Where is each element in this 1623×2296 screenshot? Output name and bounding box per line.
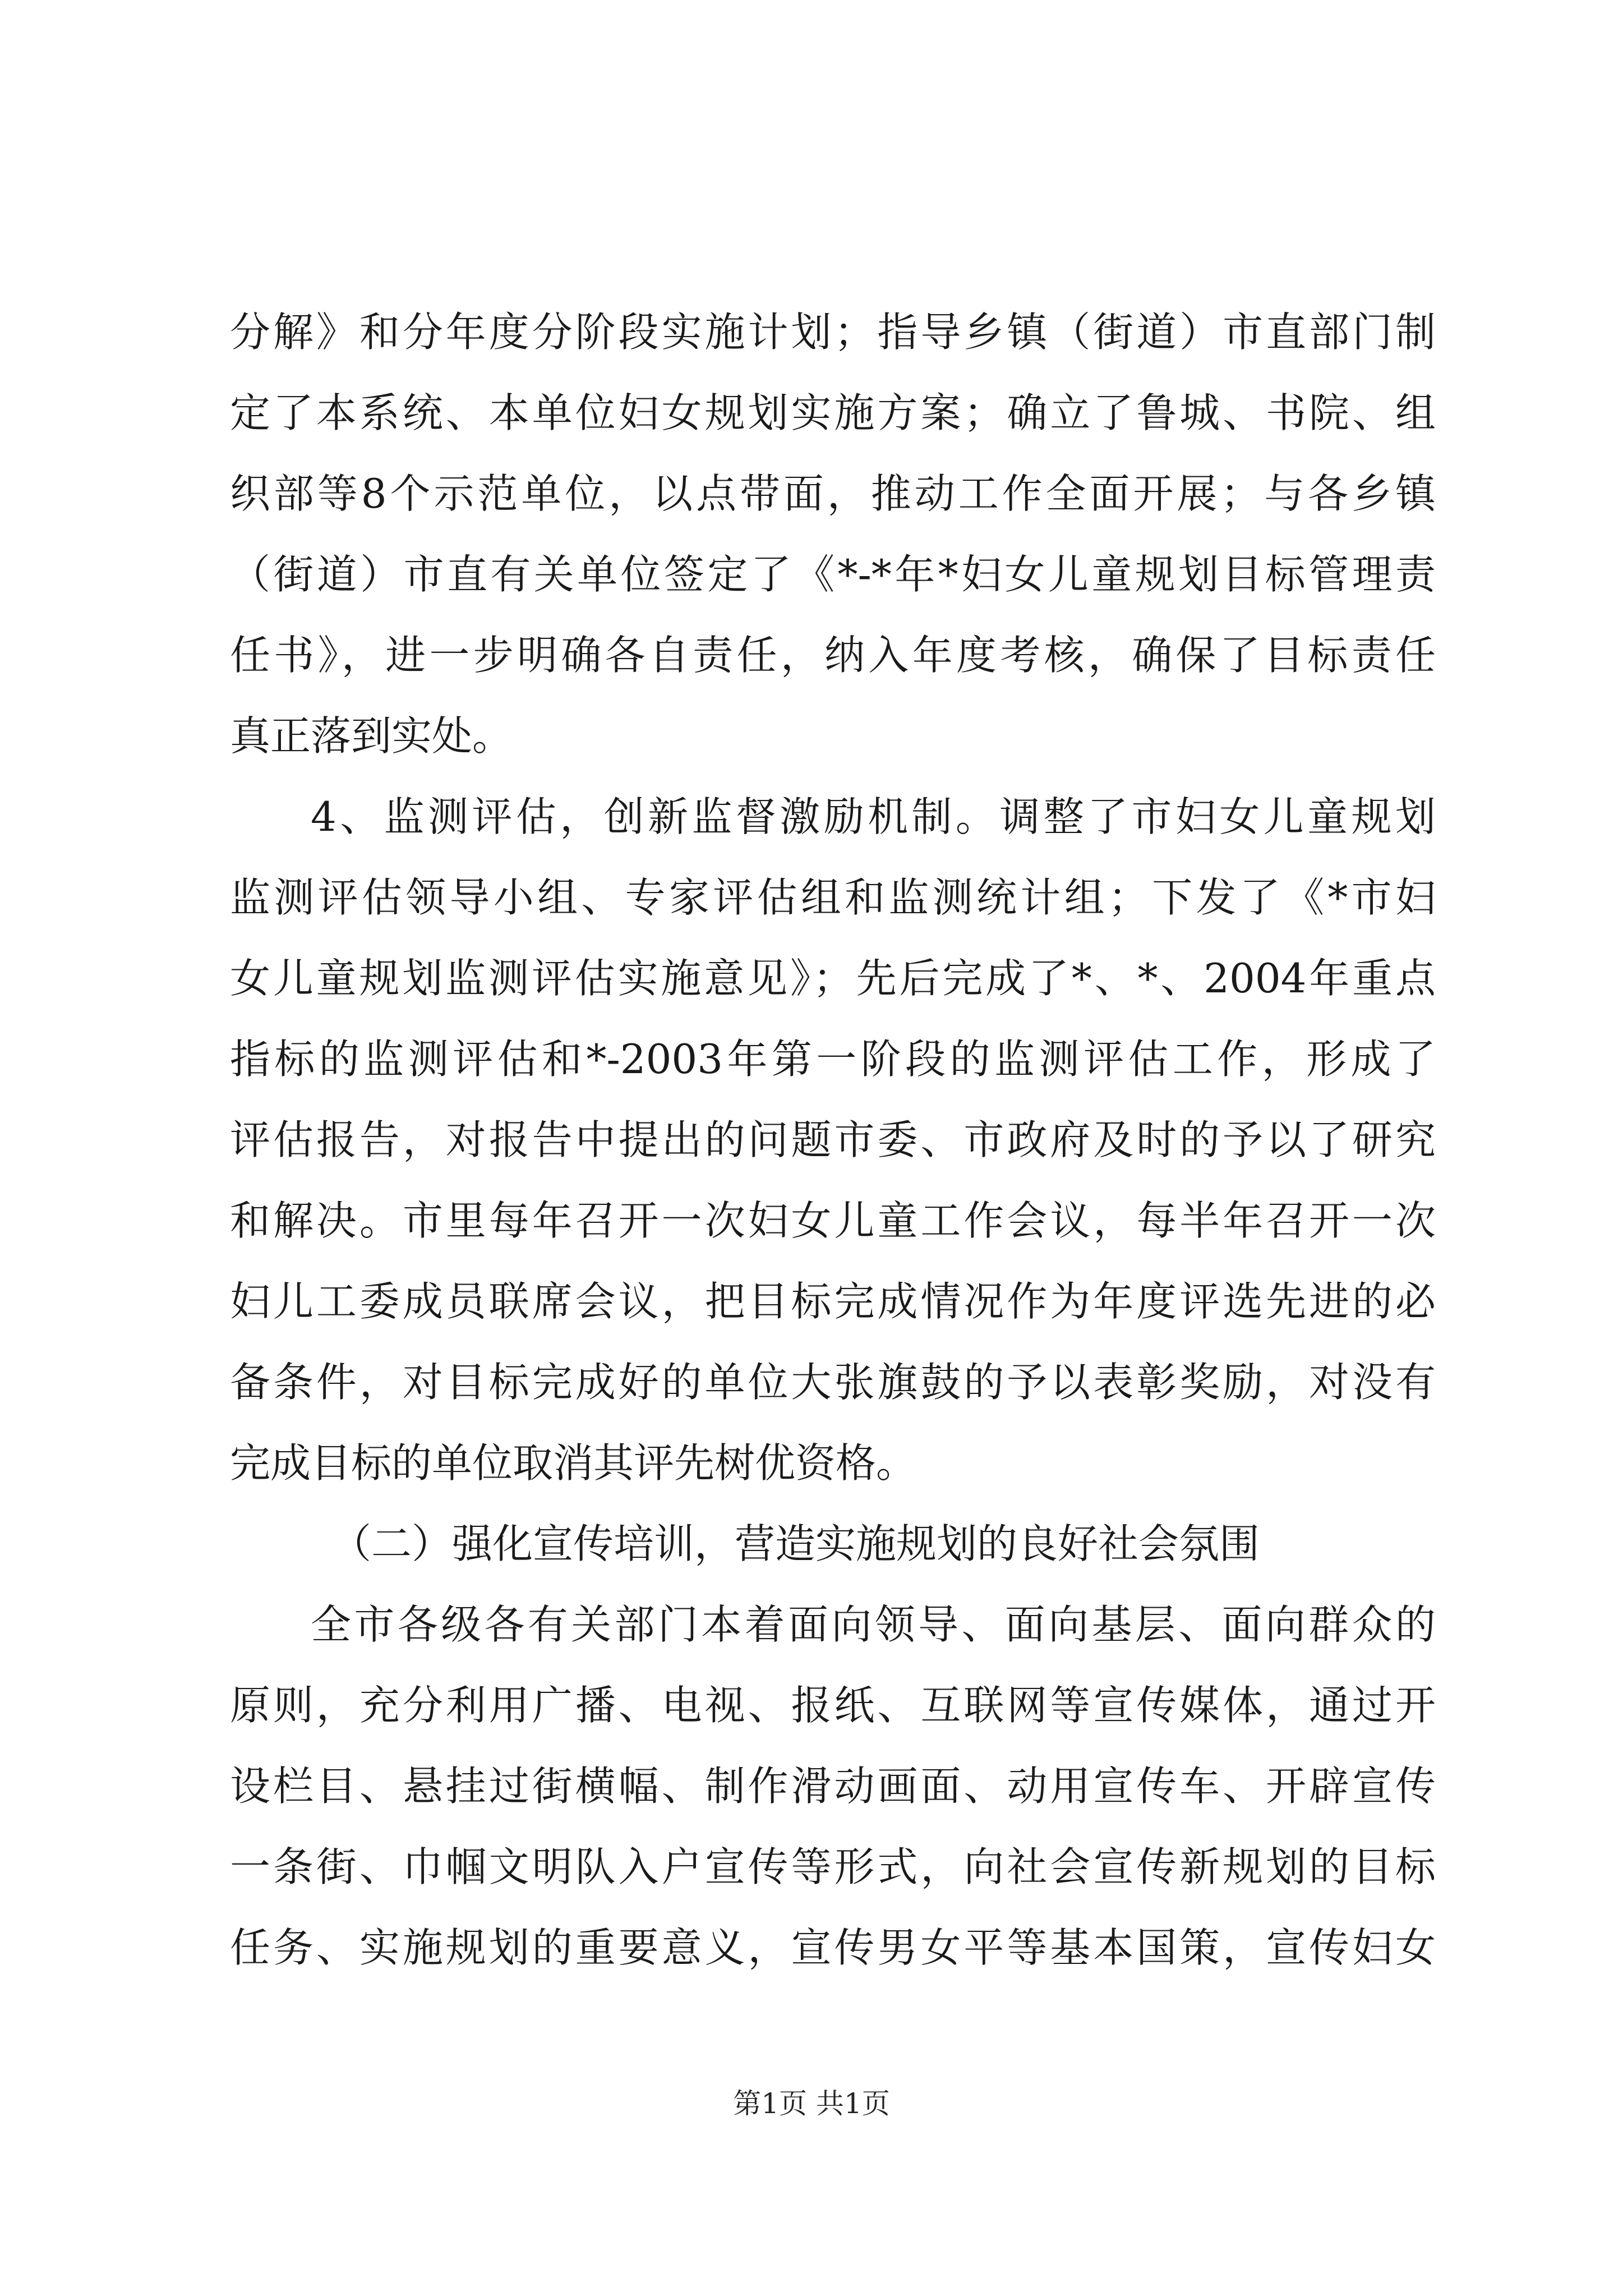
text-line: 织部等8个示范单位，以点带面，推动工作全面开展；与各乡镇 [230,470,1436,517]
text-line: 全市各级各有关部门本着面向领导、面向基层、面向群众的 [311,1601,1436,1648]
text-line: 备条件，对目标完成好的单位大张旗鼓的予以表彰奖励，对没有 [230,1359,1436,1406]
text-line: 任书》，进一步明确各自责任，纳入年度考核，确保了目标责任 [230,632,1436,679]
text-line: 一条街、巾帼文明队入户宣传等形式，向社会宣传新规划的目标 [230,1843,1436,1890]
text-line: 4、监测评估，创新监督激励机制。调整了市妇女儿童规划 [311,793,1436,840]
document-body [230,292,1436,1988]
text-line: 评估报告，对报告中提出的问题市委、市政府及时的予以了研究 [230,1116,1436,1163]
text-line: 完成目标的单位取消其评先树优资格。 [230,1439,917,1487]
text-line: 女儿童规划监测评估实施意见》；先后完成了*、*、2004年重点 [230,955,1436,1002]
text-line: 任务、实施规划的重要意义，宣传男女平等基本国策，宣传妇女 [230,1924,1436,1971]
text-line: 监测评估领导小组、专家评估组和监测统计组；下发了《*市妇 [230,874,1436,921]
section-heading: （二）强化宣传培训，营造实施规划的良好社会氛围 [331,1520,1260,1567]
text-line: 真正落到实处。 [230,712,513,760]
text-line: （街道）市直有关单位签定了《*-*年*妇女儿童规划目标管理责 [230,551,1436,598]
text-line: 设栏目、悬挂过街横幅、制作滑动画面、动用宣传车、开辟宣传 [230,1763,1436,1810]
text-line: 指标的监测评估和*-2003年第一阶段的监测评估工作，形成了 [230,1036,1436,1083]
text-line: 原则，充分利用广播、电视、报纸、互联网等宣传媒体，通过开 [230,1682,1436,1729]
text-line: 定了本系统、本单位妇女规划实施方案；确立了鲁城、书院、组 [230,389,1436,436]
page-number-footer: 第1页 共1页 [733,2087,890,2120]
text-line: 和解决。市里每年召开一次妇女儿童工作会议，每半年召开一次 [230,1197,1436,1244]
text-line: 妇儿工委成员联席会议，把目标完成情况作为年度评选先进的必 [230,1278,1436,1325]
text-line: 分解》和分年度分阶段实施计划；指导乡镇（街道）市直部门制 [230,309,1436,356]
